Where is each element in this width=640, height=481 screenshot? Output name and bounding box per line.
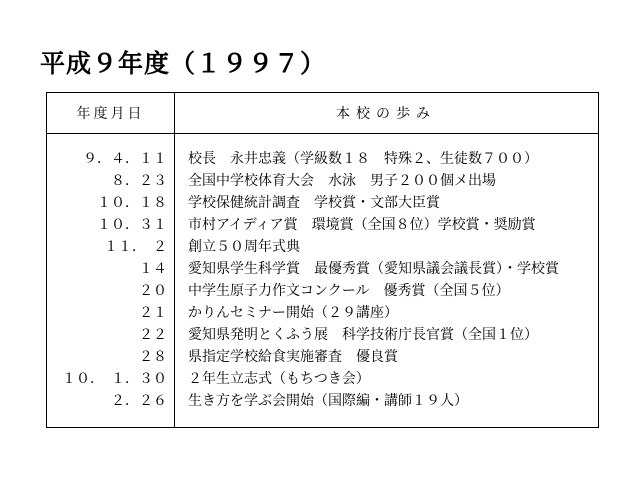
row-date: ２．２６ bbox=[111, 393, 167, 409]
row-event: 県指定学校給食実施審査 優良賞 bbox=[188, 349, 398, 365]
table-row bbox=[47, 281, 598, 301]
row-date: ２８ bbox=[139, 349, 167, 365]
table-row bbox=[47, 391, 598, 411]
row-date: ８．２３ bbox=[111, 173, 167, 189]
header-divider bbox=[47, 133, 598, 134]
row-event: 全国中学校体育大会 水泳 男子２００個メ出場 bbox=[188, 173, 496, 189]
row-date: ９．４．１１ bbox=[83, 151, 167, 167]
table-row bbox=[47, 325, 598, 345]
row-date: １０．３１ bbox=[97, 217, 167, 233]
row-event: 中学生原子力作文コンクール 優秀賞（全国５位） bbox=[188, 283, 510, 299]
row-date: １０．１８ bbox=[97, 195, 167, 211]
row-date: ２１ bbox=[139, 305, 167, 321]
row-event: 生き方を学ぶ会開始（国際編・講師１９人） bbox=[188, 393, 468, 409]
table-row bbox=[47, 369, 598, 389]
row-event: 創立５０周年式典 bbox=[188, 239, 300, 255]
row-date: １１． ２ bbox=[104, 239, 167, 255]
row-event: 市村アイディア賞 環境賞（全国８位）学校賞・奨励賞 bbox=[188, 217, 536, 233]
row-event: 愛知県学生科学賞 最優秀賞（愛知県議会議長賞）・学校賞 bbox=[188, 261, 559, 277]
row-event: かりんセミナー開始（２９講座） bbox=[188, 305, 398, 321]
table-row bbox=[47, 171, 598, 191]
row-date: ２０ bbox=[139, 283, 167, 299]
table-row bbox=[47, 303, 598, 323]
column-header-event: 本校の歩み bbox=[336, 106, 436, 122]
table-row bbox=[47, 193, 598, 213]
row-date: １４ bbox=[139, 261, 167, 277]
row-date: ２２ bbox=[139, 327, 167, 343]
table-row bbox=[47, 347, 598, 367]
row-event: 愛知県発明とくふう展 科学技術庁長官賞（全国１位） bbox=[188, 327, 538, 343]
row-date: １０． １．３０ bbox=[62, 371, 167, 387]
table-row bbox=[47, 259, 598, 279]
table-row bbox=[47, 237, 598, 257]
table-row bbox=[47, 215, 598, 235]
page-title: 平成９年度（１９９７） bbox=[40, 49, 327, 78]
history-table bbox=[46, 92, 599, 428]
row-event: ２年生立志式（もちつき会） bbox=[188, 371, 370, 387]
row-event: 校長 永井忠義（学級数１８ 特殊２、生徒数７００） bbox=[188, 151, 538, 167]
column-header-date: 年度月日 bbox=[76, 106, 145, 122]
row-event: 学校保健統計調査 学校賞・文部大臣賞 bbox=[188, 195, 440, 211]
table-row bbox=[47, 149, 598, 169]
